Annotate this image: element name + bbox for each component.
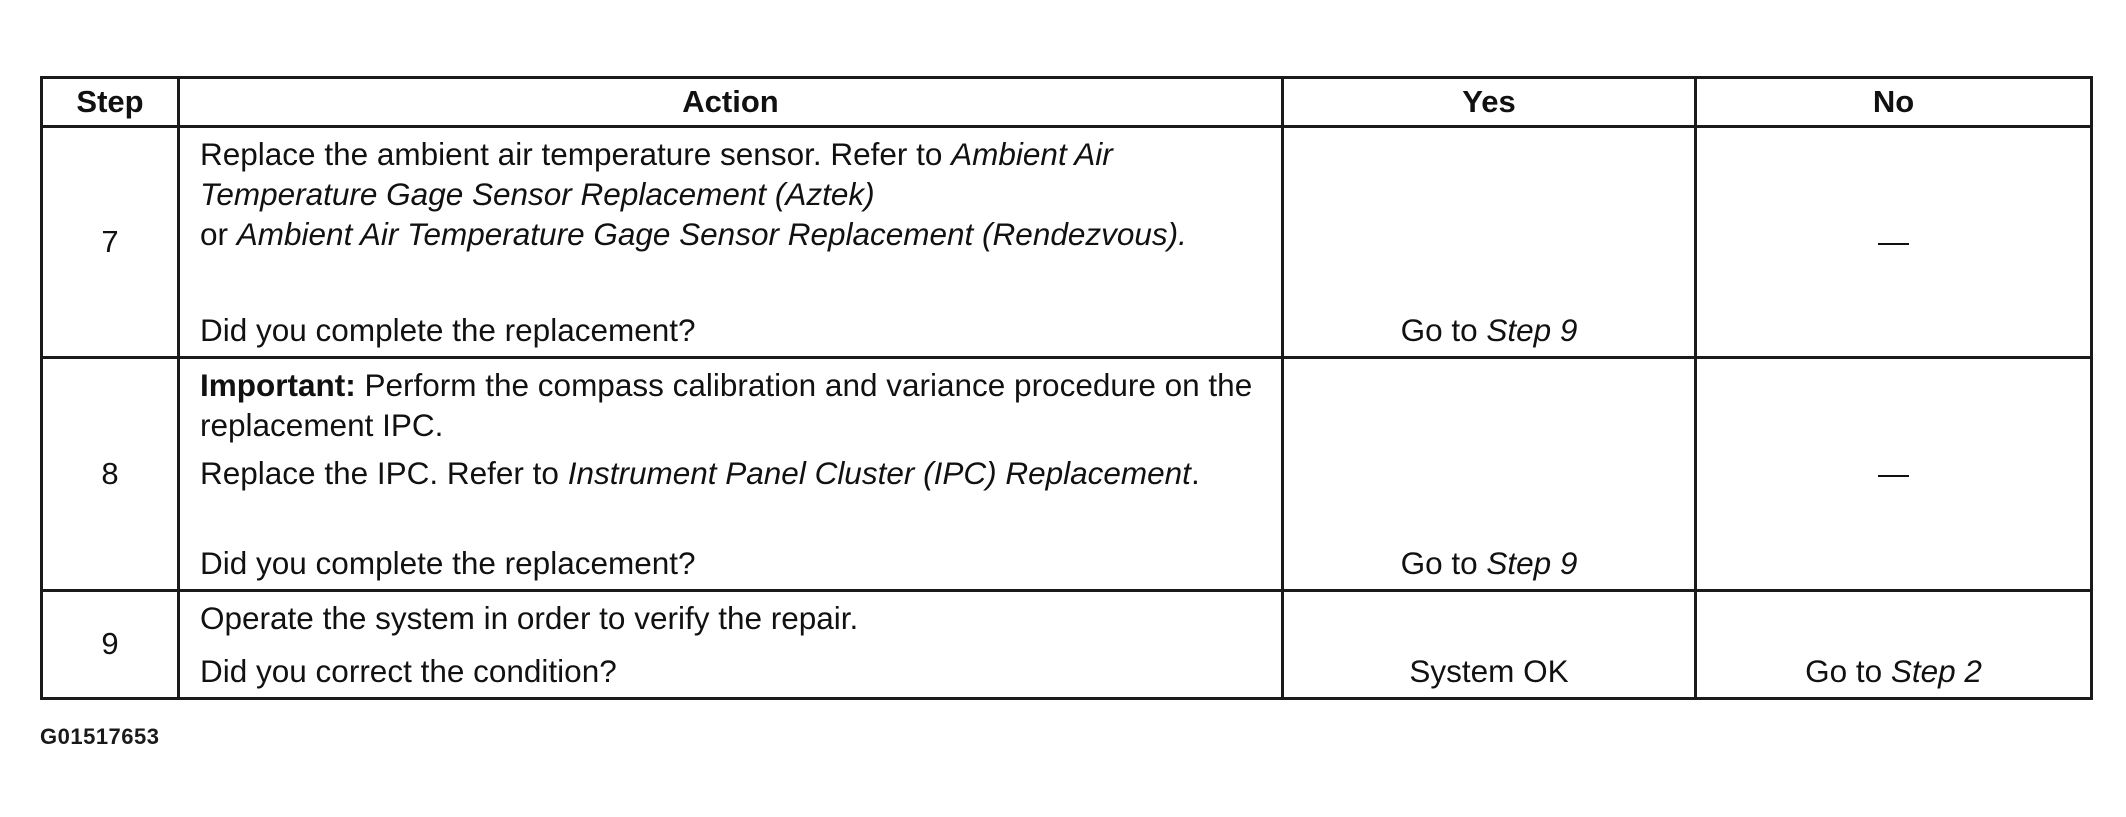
diagnostic-step-table: [40, 76, 2093, 700]
no-text: Go to: [1805, 653, 1891, 689]
yes-cell: [1283, 590, 1696, 698]
action-question: Did you complete the replacement?: [200, 544, 696, 581]
figure-id: G01517653: [40, 724, 160, 749]
yes-step-reference: Step 9: [1486, 311, 1578, 348]
action-instruction: [200, 453, 1271, 493]
action-reference: Ambient Air Temperature Gage Sensor Replacement (Rendezvous).: [236, 216, 1187, 252]
table-row-step-9: [42, 590, 2092, 698]
no-cell: [1696, 590, 2092, 698]
important-label: Important:: [200, 366, 356, 403]
table-header-row: [42, 78, 2092, 127]
yes-step-reference: Step 9: [1486, 544, 1578, 581]
yes-cell: [1283, 357, 1696, 590]
header-no: No: [1696, 78, 2092, 127]
action-cell: [179, 127, 1283, 358]
action-text: or: [200, 216, 237, 252]
table-row-step-8: [42, 357, 2092, 590]
step-number: 9: [42, 590, 179, 698]
step-number: 7: [42, 127, 179, 358]
yes-result: System OK: [1409, 653, 1569, 689]
yes-text: Go to: [1400, 544, 1487, 581]
action-reference: Ambient Air Temperature Gage Sensor Replacement (Aztek): [200, 136, 1113, 212]
action-reference: Instrument Panel Cluster (IPC) Replacement: [567, 454, 1191, 491]
yes-text: Go to: [1400, 311, 1487, 348]
header-yes: Yes: [1283, 78, 1696, 127]
step-number: 8: [42, 357, 179, 590]
action-text: Replace the ambient air temperature sensor. Refer to: [200, 136, 952, 172]
no-cell: —: [1696, 357, 2092, 590]
action-end: .: [1190, 454, 1200, 491]
header-action: Action: [179, 78, 1283, 127]
table-row-step-7: [42, 127, 2092, 358]
yes-cell: [1283, 127, 1696, 358]
action-instruction-alt: [200, 214, 1271, 254]
action-question: Did you correct the condition?: [200, 653, 617, 689]
action-instruction: Operate the system in order to verify the repair.: [200, 599, 859, 636]
no-cell: —: [1696, 127, 2092, 358]
important-note: [200, 365, 1271, 445]
action-cell: [179, 357, 1283, 590]
action-question: Did you complete the replacement?: [200, 311, 696, 348]
header-step: Step: [42, 78, 179, 127]
action-instruction: [200, 134, 1271, 214]
action-text: Replace the IPC. Refer to: [200, 454, 568, 491]
action-cell: [179, 590, 1283, 698]
important-text: Perform the compass calibration and variance procedure on the replacement IPC.: [200, 366, 1253, 443]
no-step-reference: Step 2: [1890, 653, 1982, 689]
